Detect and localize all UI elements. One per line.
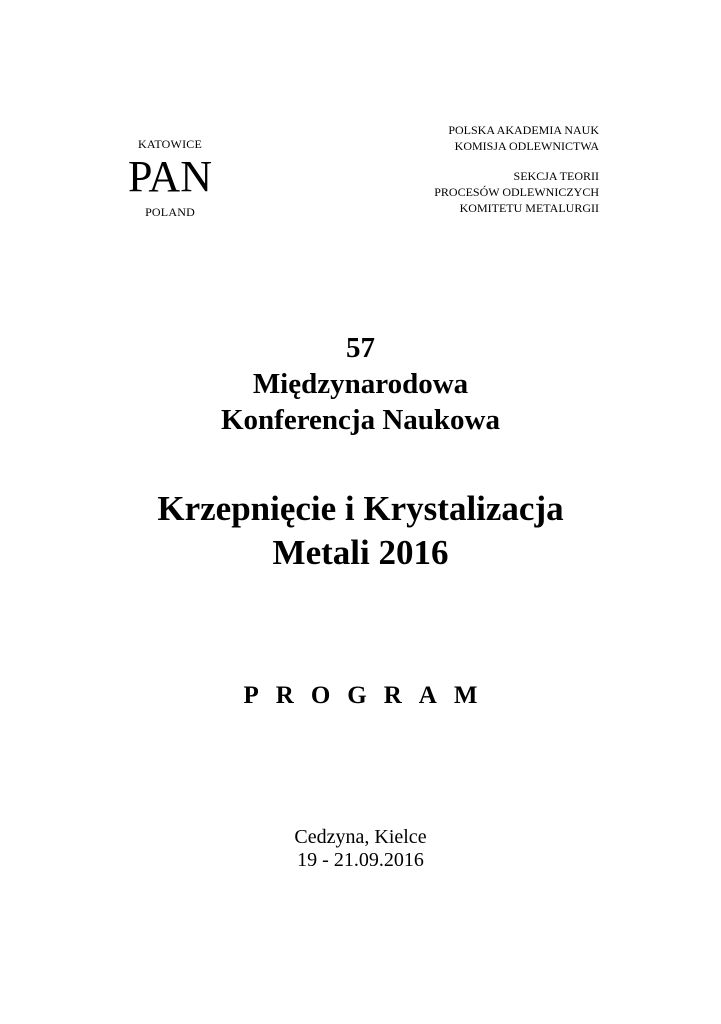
organizer-group-1	[434, 122, 599, 154]
pan-logo-block	[110, 136, 230, 220]
conference-type-line-1: Międzynarodowa	[252, 368, 469, 400]
organizer-line: POLSKA AKADEMIA NAUK	[448, 123, 599, 137]
conference-heading	[0, 330, 721, 438]
organizer-group-2	[434, 168, 599, 216]
organizer-line: PROCESÓW ODLEWNICZYCH	[434, 185, 599, 199]
venue-location: Cedzyna, Kielce	[294, 826, 427, 848]
conference-type-line-2: Konferencja Naukowa	[221, 404, 500, 436]
logo-bottom-text: POLAND	[145, 205, 195, 219]
title-line-1: Krzepnięcie i Krystalizacja	[157, 489, 564, 528]
title-line-2: Metali 2016	[272, 533, 449, 572]
venue-block	[0, 826, 721, 872]
venue-dates: 19 - 21.09.2016	[297, 849, 424, 871]
conference-number: 57	[346, 332, 375, 364]
organizer-line: KOMISJA ODLEWNICTWA	[454, 139, 599, 153]
pan-logo-text: PAN	[128, 152, 212, 201]
organizer-line: KOMITETU METALURGII	[459, 201, 599, 215]
organizer-block	[434, 122, 599, 216]
logo-top-text: KATOWICE	[137, 137, 203, 151]
organizer-line: SEKCJA TEORII	[513, 169, 599, 183]
conference-title	[0, 487, 721, 575]
program-label: PROGRAM	[243, 682, 495, 709]
